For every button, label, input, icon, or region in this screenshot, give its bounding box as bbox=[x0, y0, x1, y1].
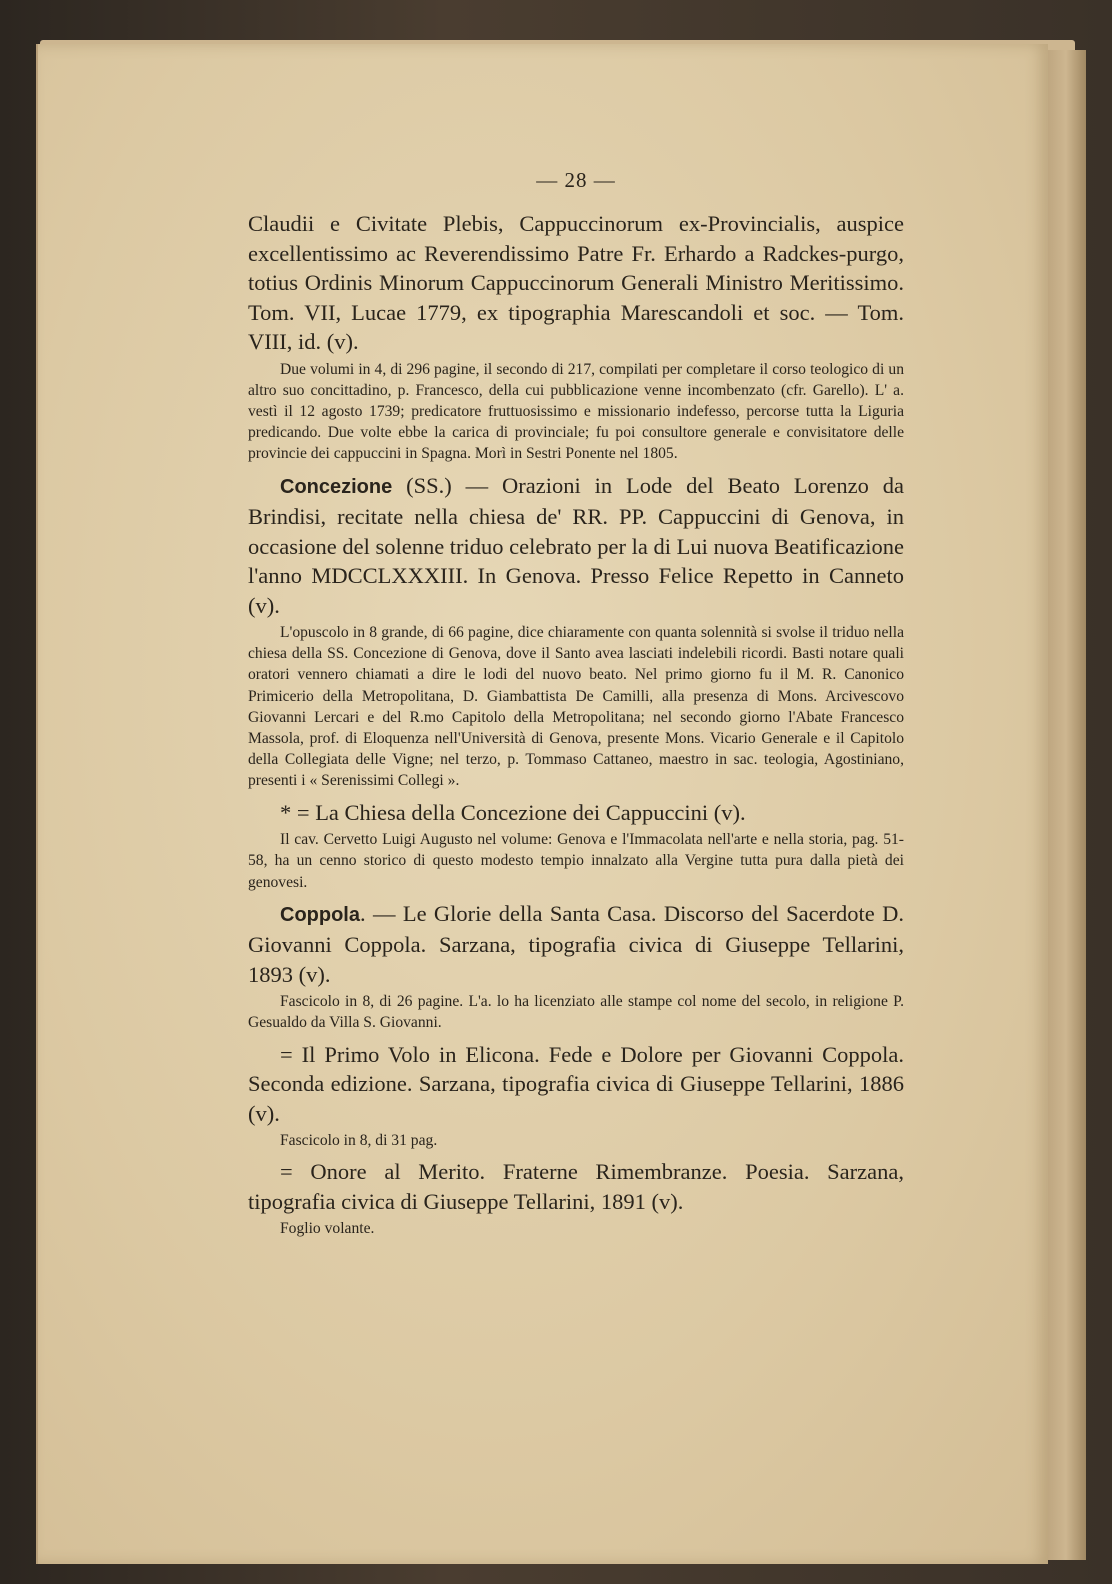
entry-coppola bbox=[248, 899, 904, 990]
entry-chiesa-concezione: * = La Chiesa della Concezione dei Cappuccini (v). bbox=[280, 799, 746, 825]
note-opuscolo: L'opuscolo in 8 grande, di 66 pagine, dice chiaramente con quanta solennità si svolse il triduo nella chiesa della SS. Concezione di Genova, dove il Santo avea lasciati indelebili ricordi. Basti notare quali oratori vennero chiamati a dire le lodi del nuovo beato. Nel primo giorno fu il M. R. Canonico Primicerio della Metropolitana, D. Giambattista De Camilli, alla presenza di Mons. Arcivescovo Giovanni Lercari e del R.mo Capitolo della Metropolitana; nel secondo giorno l'Abate Francesco Massola, prof. di Eloquenza nell'Università di Genova, presente Mons. Vicario Generale e il Capitolo della Collegiata delle Vigne; nel terzo, p. Tommaso Cattaneo, maestro in sac. teologia, Agostiniano, presenti i « Serenissimi Collegi ». bbox=[248, 624, 904, 790]
entry-concezione bbox=[248, 471, 904, 621]
note-cervetto: Il cav. Cervetto Luigi Augusto nel volume: Genova e l'Immacolata nell'arte e nella storia, pag. 51-58, ha un cenno storico di questo modesto tempio innalzato alla Vergine tutta pura dalla pietà dei genovesi. bbox=[248, 831, 904, 891]
entry-text: (SS.) — Orazioni in Lode del Beato Lorenzo da Brindisi, recitate nella chiesa de' RR. PP. Cappuccini di Genova, in occasione del solenne triduo celebrato per la di Lui nuova Beatificazione l'anno MDCCLXXXIII. In Genova. Presso Felice Repetto in Canneto (v). bbox=[248, 472, 904, 618]
note-due-volumi bbox=[248, 359, 904, 465]
page-text bbox=[248, 168, 904, 1246]
entry-onore-merito: = Onore al Merito. Fraterne Rimembranze. Poesia. Sarzana, tipografia civica di Giuseppe Tellarini, 1891 (v). bbox=[248, 1159, 904, 1214]
headword-concezione: Concezione bbox=[280, 475, 393, 498]
paragraph-claudii-cont: Claudii e Civitate Plebis, Cappuccinorum ex-Provincialis, auspice excellentissimo ac Reverendissimo Patre Fr. Erhardo a Radckes-purgo, totius Ordinis Minorum Cappuccinorum Generali Ministro Meritissimo. Tom. VII, Lucae 1779, ex tipographia Marescandoli et soc. — Tom. VIII, id. (v). bbox=[248, 211, 904, 354]
headword-coppola: Coppola bbox=[280, 903, 360, 926]
entry-text: . — Le Glorie della Santa Casa. Discorso del Sacerdote D. Giovanni Coppola. Sarzana, tipografia civica di Giuseppe Tellarini, 1893 (v). bbox=[248, 900, 904, 987]
note-text: Due volumi in 4, di 296 pagine, il secondo di 217, compilati per completare il corso teologico di un altro suo concittadino, p. Francesco, della cui pubblicazione venne incombenzato (cfr. Garello). L' a. vestì il 12 agosto 1739; predicatore fruttuosissimo e missionario indefesso, percorse tutta la Liguria predicando. Due volte ebbe la carica di provinciale; fu poi consultore generale e convisitatore delle provincie dei cappuccini in Spagna. Morì in Sestri Ponente nel 1805. bbox=[248, 360, 904, 463]
page-number: — 28 — bbox=[536, 168, 616, 192]
note-fascicolo-26: Fascicolo in 8, di 26 pagine. L'a. lo ha licenziato alle stampe col nome del secolo, in religione P. Gesualdo da Villa S. Giovanni. bbox=[248, 993, 904, 1032]
note-fascicolo-31: Fascicolo in 8, di 31 pag. bbox=[280, 1132, 438, 1150]
entry-primo-volo: = Il Primo Volo in Elicona. Fede e Dolore per Giovanni Coppola. Seconda edizione. Sarzana, tipografia civica di Giuseppe Tellarini, 1886 (v). bbox=[248, 1041, 904, 1126]
facing-page-edge bbox=[1046, 50, 1086, 1560]
note-foglio-volante: Foglio volante. bbox=[280, 1220, 375, 1238]
